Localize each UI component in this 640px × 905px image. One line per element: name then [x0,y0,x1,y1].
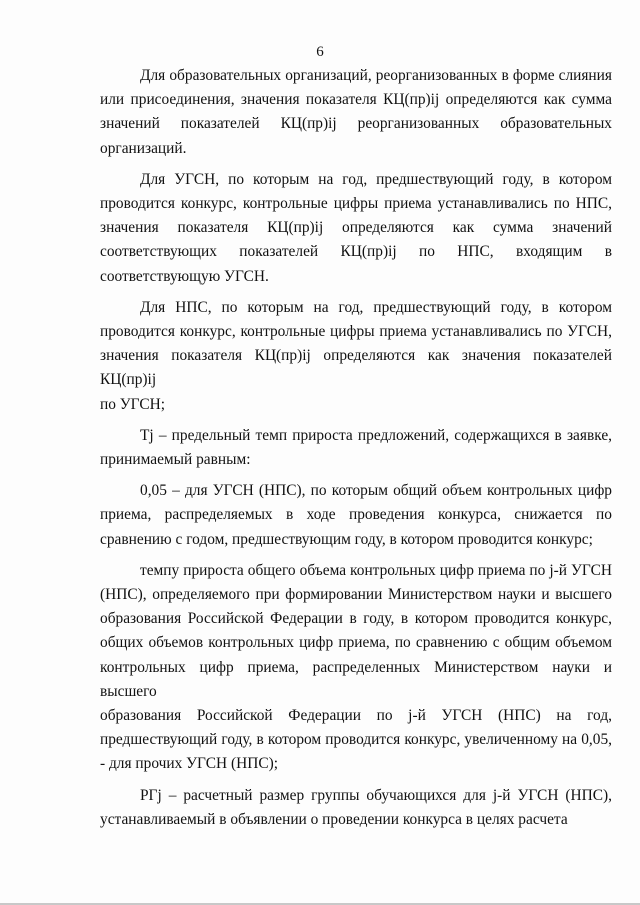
page-number: 6 [316,44,324,60]
paragraph [100,64,612,161]
text-line: РГj – расчетный размер группы обучающихся для j-й УГСН (НПС), [140,786,612,804]
paragraph [100,424,612,472]
text-line: образования Российской Федерации по j-й УГСН (НПС) на год, [100,707,612,725]
text-line: принимаемый равным: [100,451,251,469]
text-line: соответствующую УГСН. [100,267,269,285]
text-line: по УГСН; [100,395,166,413]
text-line: контрольных цифр приема, распределенных Министерством науки и высшего [100,658,612,700]
paragraph [100,168,612,289]
text-line: (НПС), определяемого при формировании Министерством науки и высшего [100,586,612,604]
text-line: темпу прироста общего объема контрольных цифр приема по j-й УГСН [140,561,612,579]
text-line: сравнению с годом, предшествующим году, в котором проводится конкурс; [100,530,593,548]
text-line: образования Российской Федерации в году, в котором проводится конкурс, [100,610,612,628]
text-line: организаций. [100,139,187,157]
text-line: Для НПС, по которым на год, предшествующий году, в котором [140,298,612,316]
text-line: соответствующих показателей КЦ(пр)ij по НПС, входящим в [100,243,612,261]
text-line: проводится конкурс, контрольные цифры приема устанавливались по УГСН, [100,323,612,341]
text-line: значения показателя КЦ(пр)ij определяются как сумма значений [100,219,612,237]
paragraph [100,296,612,417]
text-line: Для УГСН, по которым на год, предшествующий году, в котором [140,170,612,188]
text-line: или присоединения, значения показателя КЦ(пр)ij определяются как сумма [100,91,612,109]
paragraph [100,479,612,552]
text-line: проводится конкурс, контрольные цифры приема устанавливались по НПС, [100,195,612,213]
text-line: значений показателей КЦ(пр)ij реорганизованных образовательных [100,115,612,133]
text-line: значения показателя КЦ(пр)ij определяются как значения показателей КЦ(пр)ij [100,347,612,389]
paragraph [100,784,612,832]
document-body [100,64,612,832]
text-line: приема, распределяемых в ходе проведения конкурса, снижается по [100,506,612,524]
text-line: предшествующий году, в котором проводится конкурс, увеличенному на 0,05, [100,731,612,749]
text-line: Для образовательных организаций, реорганизованных в форме слияния [140,67,612,84]
paragraph [100,559,612,777]
text-line: общих объемов контрольных цифр приема, по сравнению с общим объемом [100,634,612,652]
text-line: 0,05 – для УГСН (НПС), по которым общий объем контрольных цифр [140,482,612,500]
text-line: Тj – предельный темп прироста предложений, содержащихся в заявке, [140,426,612,444]
text-line: устанавливаемый в объявлении о проведении конкурса в целях расчета [100,810,568,828]
text-line: - для прочих УГСН (НПС); [100,755,278,773]
